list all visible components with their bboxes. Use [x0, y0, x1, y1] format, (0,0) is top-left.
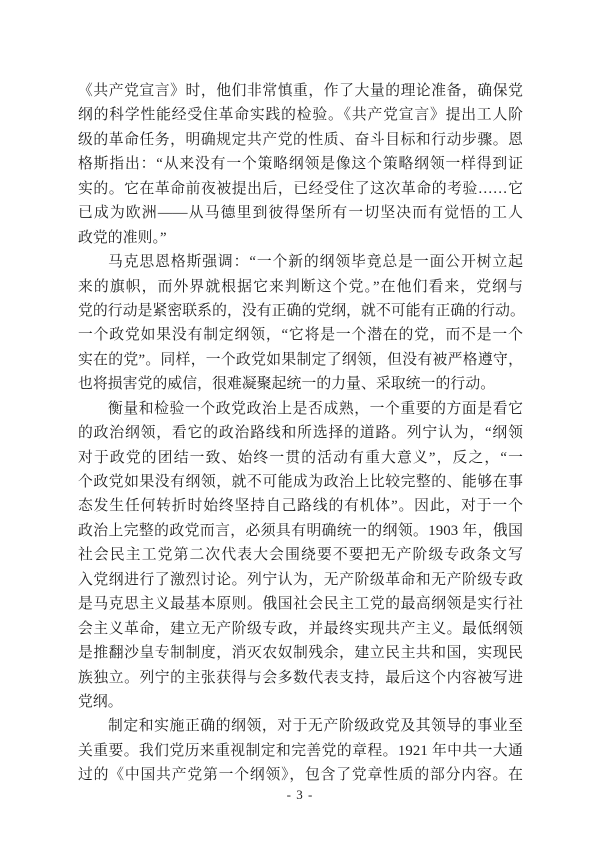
text-line: 是马克思主义最基本原则。俄国社会民主工党的最高纲领是实行社 [78, 596, 523, 613]
text-line: 党的行动是紧密联系的，没有正确的党纲，就不可能有正确的行动。 [78, 302, 525, 319]
text-line: 《共产党宣言》时，他们非常慎重，作了大量的理论准备，确保党 [78, 83, 523, 99]
text-line: 会主义革命，建立无产阶级专政，并最终实现共产主义。最低纲领 [78, 620, 523, 637]
text-line: 马克思恩格斯强调：“一个新的纲领毕竟总是一面公开树立起 [108, 254, 523, 271]
text-line: 纲的科学性能经受住革命实践的检验。《共产党宣言》提出工人阶 [78, 107, 523, 124]
text-line: 已成为欧洲——从马德里到彼得堡所有一切坚决而有觉悟的工人 [78, 205, 523, 222]
text-line: 实在的党”。同样，一个政党如果制定了纲领，但没有被严格遵守， [78, 351, 523, 368]
text-line: 来的旗帜，而外界就根据它来判断这个党。”在他们看来，党纲与 [78, 278, 523, 295]
text-line: 入党纲进行了激烈讨论。列宁认为，无产阶级革命和无产阶级专政 [78, 571, 523, 588]
text-line: 也将损害党的威信，很难凝聚起统一的力量、采取统一的行动。 [78, 376, 496, 393]
page-number: - 3 - [286, 787, 314, 802]
text-line: 关重要。我们党历来重视制定和完善党的章程。1921 年中共一大通 [78, 742, 523, 759]
text-line: 衡量和检验一个政党政治上是否成熟，一个重要的方面是看它 [108, 400, 523, 417]
text-line: 的政治纲领，看它的政治路线和所选择的道路。列宁认为，“纲领 [78, 425, 523, 442]
text-line: 态发生任何转折时始终坚持自己路线的有机体”。因此，对于一个 [78, 498, 523, 515]
text-line: 族独立。列宁的主张获得与会多数代表支持，最后这个内容被写进 [78, 669, 523, 686]
text-line: 党纲。 [78, 693, 123, 710]
text-line: 社会民主工党第二次代表大会围绕要不要把无产阶级专政条文写 [78, 547, 523, 564]
text-line: 政治上完整的政党而言，必须具有明确统一的纲领。1903 年，俄国 [78, 522, 523, 539]
text-line: 对于政党的团结一致、始终一贯的活动有重大意义”，反之，“一 [78, 449, 523, 466]
text-line: 是推翻沙皇专制制度，消灭农奴制残余，建立民主共和国，实现民 [78, 645, 523, 662]
text-line: 制定和实施正确的纲领，对于无产阶级政党及其领导的事业至 [108, 718, 523, 735]
text-block [78, 79, 523, 788]
text-line: 格斯指出：“从来没有一个策略纲领是像这个策略纲领一样得到证 [78, 156, 523, 173]
text-line: 个政党如果没有纲领，就不可能成为政治上比较完整的、能够在事 [78, 474, 523, 490]
text-line: 实的。它在革命前夜被提出后，已经受住了这次革命的考验……它 [78, 180, 523, 197]
text-line: 政党的准则。” [78, 229, 167, 246]
text-line: 一个政党如果没有制定纲领，“它将是一个潜在的党，而不是一个 [78, 327, 523, 344]
text-line: 过的《中国共产党第一个纲领》，包含了党章性质的部分内容。在 [78, 767, 523, 784]
text-line: 级的革命任务，明确规定共产党的性质、奋斗目标和行动步骤。恩 [78, 131, 523, 148]
